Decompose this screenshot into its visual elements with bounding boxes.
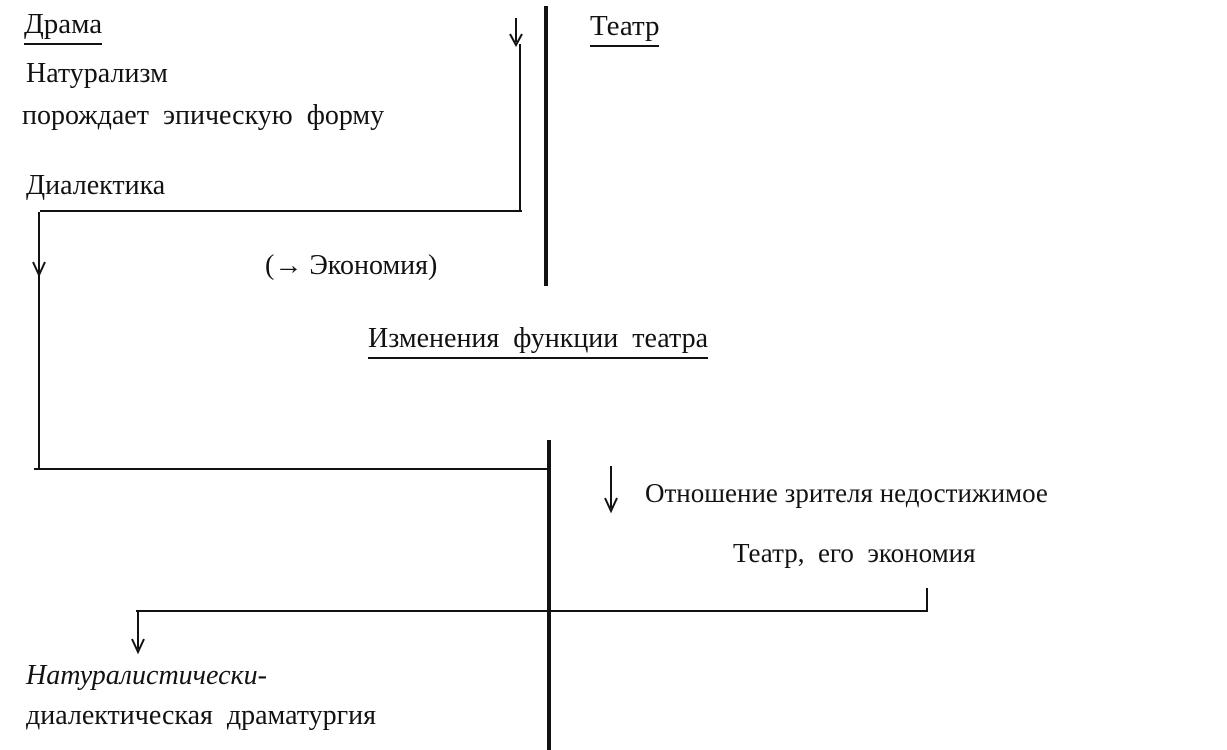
bracket-naturalism-horizontal <box>40 210 522 212</box>
text-economy: (→ Экономия) <box>265 250 438 281</box>
text-theatre-economy: Театр, его экономия <box>733 538 976 568</box>
arrow-down-icon-top <box>505 18 527 48</box>
bracket-naturalism-vertical <box>519 44 521 212</box>
heading-teatr <box>590 10 659 47</box>
heading-teatr-label: Театр <box>590 10 660 42</box>
heading-drama <box>24 8 102 45</box>
arrow-down-icon-spectator <box>600 466 622 514</box>
text-result-line1: Натуралистически- <box>26 660 267 691</box>
text-naturalism-line2: порождает эпическую форму <box>22 100 385 131</box>
spine-upper <box>544 6 548 286</box>
text-dialectics: Диалектика <box>26 170 166 201</box>
arrow-down-icon-dialectics <box>28 222 50 278</box>
bracket-dialectics-horizontal <box>34 468 549 470</box>
text-naturalism-line1: Натурализм <box>26 58 168 89</box>
bracket-bottom-horizontal <box>136 610 928 612</box>
text-spectator-relation: Отношение зрителя недостижимое <box>645 478 1048 508</box>
spine-lower <box>547 440 551 750</box>
heading-drama-label: Драма <box>24 8 103 40</box>
text-changes-of-theatre-function: Изменения функции театра <box>368 323 708 359</box>
bracket-bottom-right-vertical <box>926 588 928 612</box>
text-result-line2: диалектическая драматургия <box>26 700 376 731</box>
arrow-down-icon-result <box>127 610 149 655</box>
